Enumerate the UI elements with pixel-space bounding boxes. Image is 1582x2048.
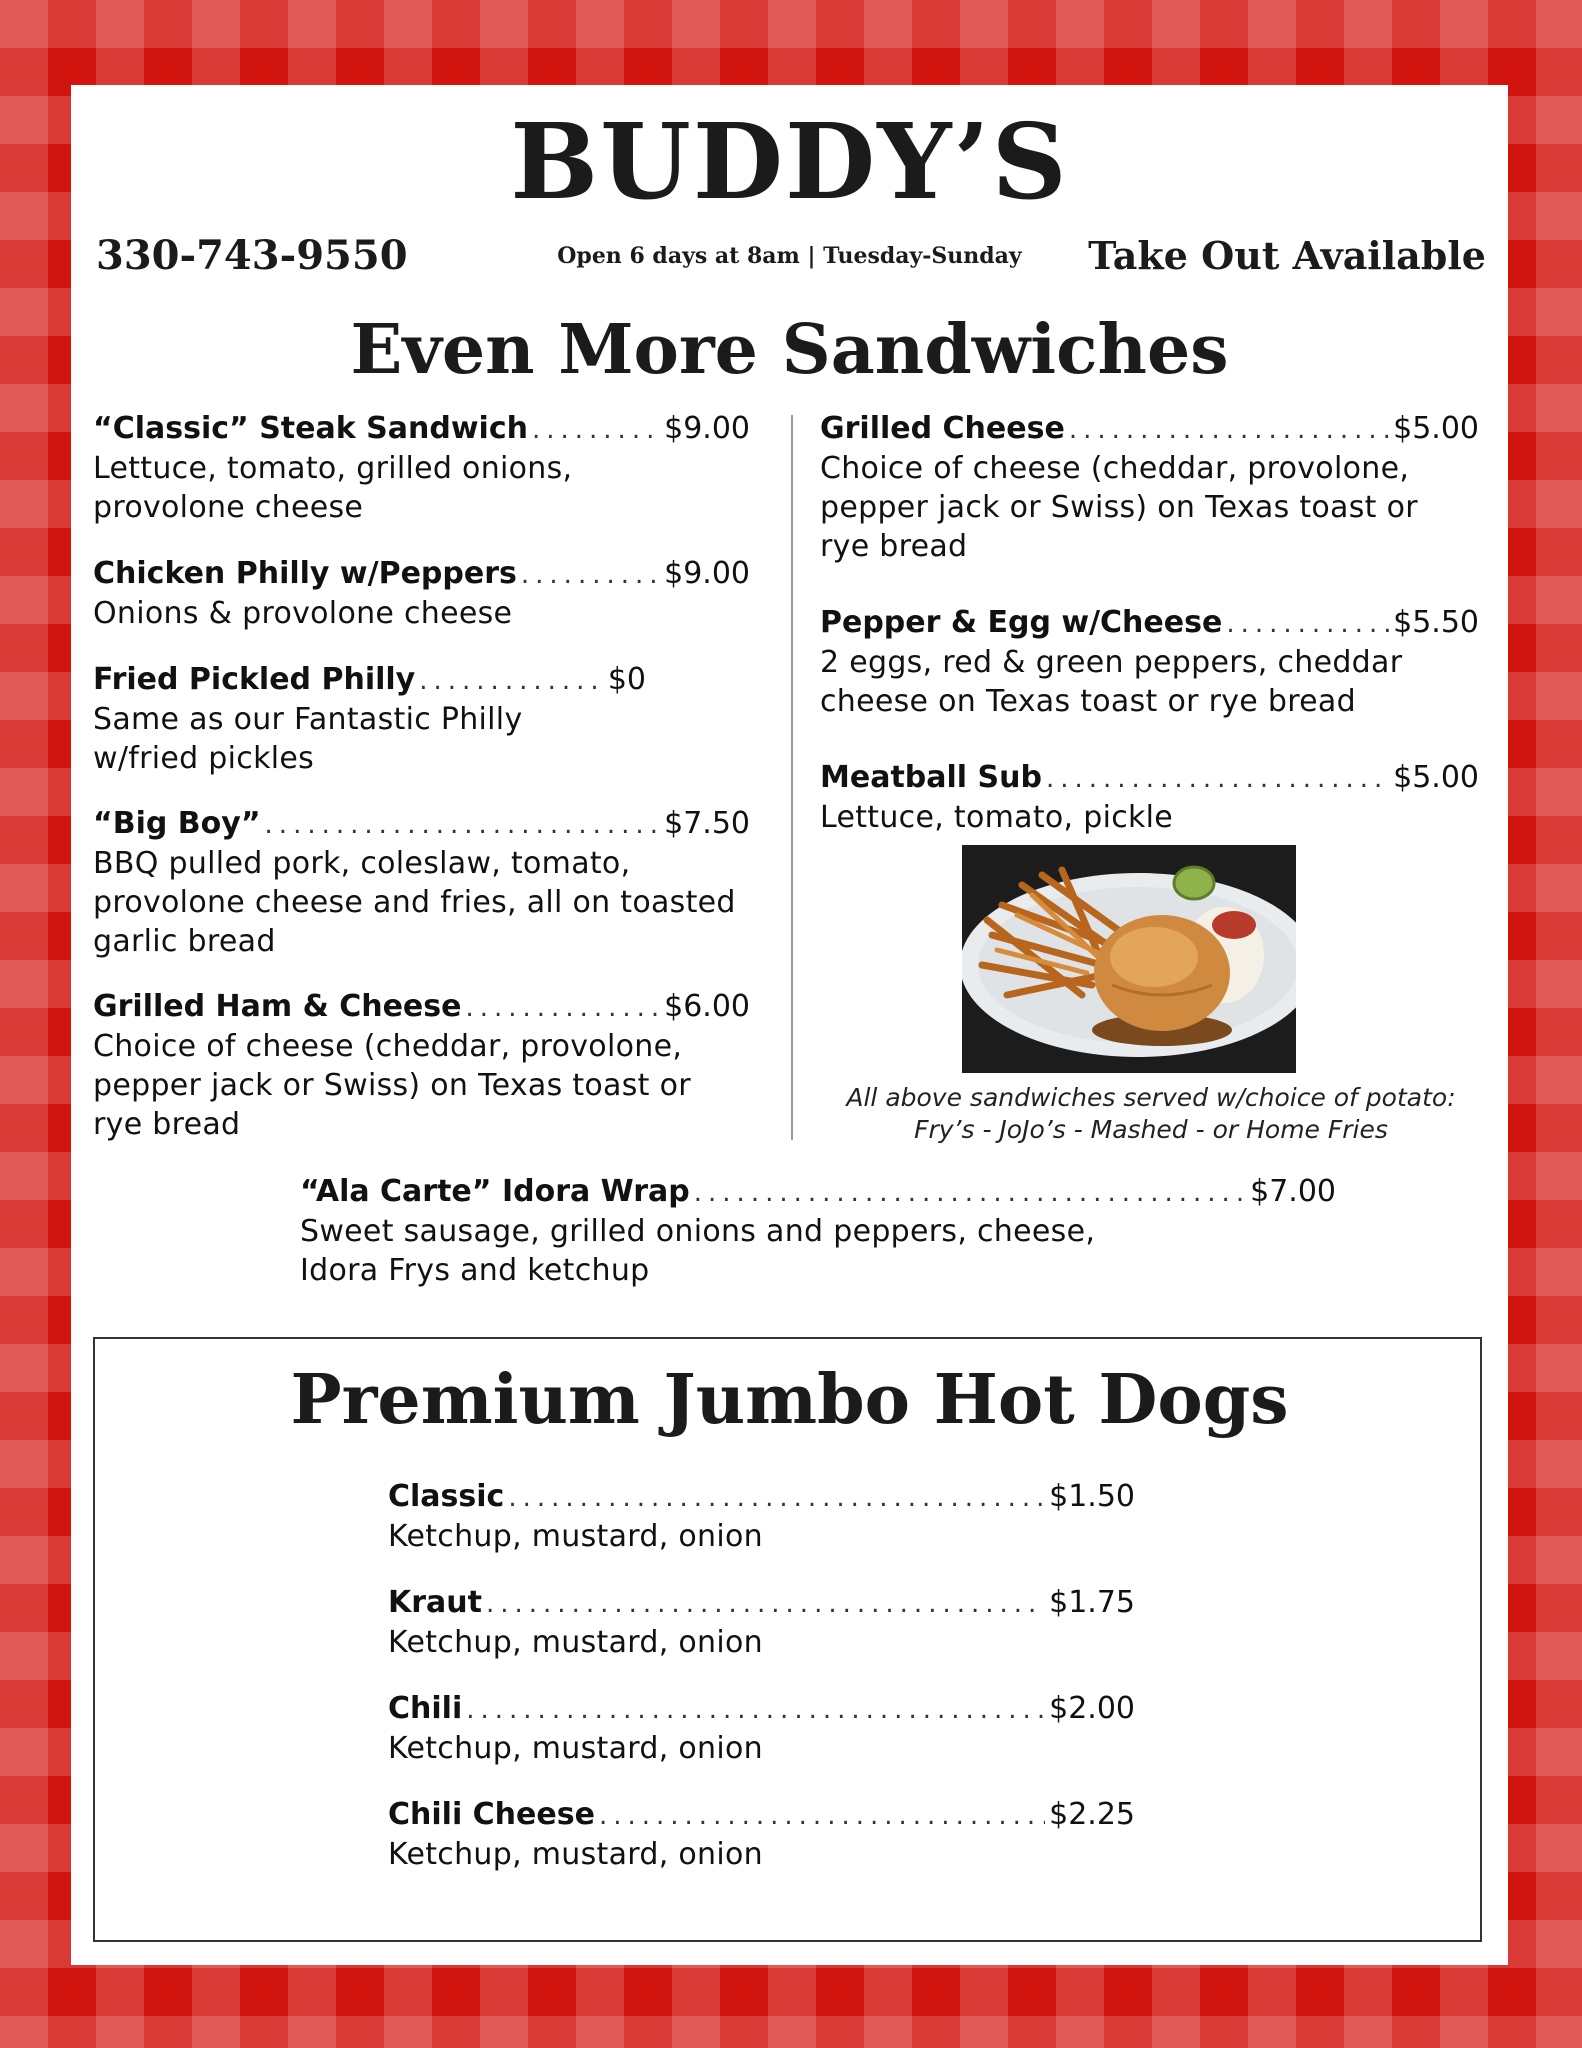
item-description-line: Sweet sausage, grilled onions and peppers, cheese, <box>300 1214 1096 1249</box>
item-price: $7.00 <box>1250 1174 1336 1209</box>
menu-item <box>93 555 750 633</box>
dot-leader <box>465 989 660 1027</box>
item-name: “Ala Carte” Idora Wrap <box>300 1174 690 1209</box>
item-description-line: Onions & provolone cheese <box>93 596 513 631</box>
menu-item <box>93 661 750 778</box>
burger-with-fries-photo <box>962 845 1296 1073</box>
dot-leader <box>486 1585 1045 1623</box>
item-name: Fried Pickled Philly <box>93 662 416 697</box>
item-description-line: Ketchup, mustard, onion <box>388 1731 763 1766</box>
item-name: Chili <box>388 1691 463 1726</box>
hotdog-item <box>388 1478 1135 1556</box>
dot-leader <box>265 806 661 844</box>
item-name: Chili Cheese <box>388 1797 595 1832</box>
dot-leader <box>1226 605 1389 643</box>
potato-choice-note <box>811 1082 1491 1146</box>
dot-leader <box>466 1691 1045 1729</box>
note-line: Fry’s - JoJo’s - Mashed - or Home Fries <box>914 1115 1388 1144</box>
hotdog-item <box>388 1584 1135 1662</box>
item-price: $6.00 <box>664 989 750 1024</box>
menu-item <box>820 410 1479 566</box>
item-description-line: cheese on Texas toast or rye bread <box>820 684 1356 719</box>
item-name: Chicken Philly w/Peppers <box>93 556 517 591</box>
hotdog-item <box>388 1796 1135 1874</box>
item-name: Grilled Cheese <box>820 411 1065 446</box>
column-divider <box>791 415 793 1140</box>
item-description-line: garlic bread <box>93 924 276 959</box>
dot-leader <box>1046 760 1389 798</box>
dot-leader <box>694 1174 1246 1212</box>
phone-number: 330-743-9550 <box>96 232 408 279</box>
item-name: Meatball Sub <box>820 760 1042 795</box>
menu-item-wrap <box>300 1173 1336 1290</box>
item-description-line: rye bread <box>93 1107 241 1142</box>
hotdog-item <box>388 1690 1135 1768</box>
item-description-line: BBQ pulled pork, coleslaw, tomato, <box>93 846 631 881</box>
item-description-line: Ketchup, mustard, onion <box>388 1519 763 1554</box>
hotdogs-title: Premium Jumbo Hot Dogs <box>290 1360 1289 1440</box>
burger-photo-illustration <box>962 845 1296 1073</box>
dot-leader <box>508 1479 1045 1517</box>
item-description-line: Choice of cheese (cheddar, provolone, <box>820 451 1410 486</box>
menu-item <box>93 805 750 961</box>
item-description-line: rye bread <box>820 529 968 564</box>
item-price: $9.00 <box>664 556 750 591</box>
item-price: $9.00 <box>664 411 750 446</box>
item-description-line: Idora Frys and ketchup <box>300 1253 650 1288</box>
item-description-line: Lettuce, tomato, grilled onions, <box>93 451 573 486</box>
item-description-line: Choice of cheese (cheddar, provolone, <box>93 1029 683 1064</box>
item-description-line: pepper jack or Swiss) on Texas toast or <box>820 490 1418 525</box>
dot-leader <box>419 662 604 700</box>
item-description-line: Same as our Fantastic Philly <box>93 702 523 737</box>
item-description-line: provolone cheese and fries, all on toasted <box>93 885 736 920</box>
item-name: Grilled Ham & Cheese <box>93 989 462 1024</box>
item-price: $5.00 <box>1393 760 1479 795</box>
item-price: $0 <box>607 662 646 697</box>
menu-item <box>820 604 1479 721</box>
menu-item <box>820 759 1479 837</box>
dot-leader <box>532 411 660 449</box>
opening-hours: Open 6 days at 8am | Tuesday-Sunday <box>557 243 1022 269</box>
item-price: $5.50 <box>1393 605 1479 640</box>
sandwiches-title: Even More Sandwiches <box>350 310 1229 390</box>
dot-leader <box>1069 411 1389 449</box>
item-description-line: Ketchup, mustard, onion <box>388 1837 763 1872</box>
brand-title: BUDDY’S <box>510 100 1069 223</box>
item-price: $1.50 <box>1049 1479 1135 1514</box>
dot-leader <box>521 556 660 594</box>
menu-item <box>93 988 750 1144</box>
item-price: $5.00 <box>1393 411 1479 446</box>
menu-sheet <box>71 85 1508 1965</box>
note-line: All above sandwiches served w/choice of potato: <box>846 1083 1456 1112</box>
item-price: $1.75 <box>1049 1585 1135 1620</box>
item-name: Kraut <box>388 1585 482 1620</box>
item-price: $2.25 <box>1049 1797 1135 1832</box>
takeout-note: Take Out Available <box>1088 233 1486 278</box>
item-name: Pepper & Egg w/Cheese <box>820 605 1223 640</box>
item-description-line: Ketchup, mustard, onion <box>388 1625 763 1660</box>
item-description-line: Lettuce, tomato, pickle <box>820 800 1174 835</box>
item-price: $7.50 <box>664 806 750 841</box>
item-name: “Classic” Steak Sandwich <box>93 411 528 446</box>
item-name: Classic <box>388 1479 505 1514</box>
item-name: “Big Boy” <box>93 806 261 841</box>
dot-leader <box>599 1797 1045 1835</box>
item-price: $2.00 <box>1049 1691 1135 1726</box>
item-description-line: w/fried pickles <box>93 741 315 776</box>
item-description-line: pepper jack or Swiss) on Texas toast or <box>93 1068 691 1103</box>
item-description-line: 2 eggs, red & green peppers, cheddar <box>820 645 1403 680</box>
item-description-line: provolone cheese <box>93 490 364 525</box>
menu-item <box>93 410 750 527</box>
